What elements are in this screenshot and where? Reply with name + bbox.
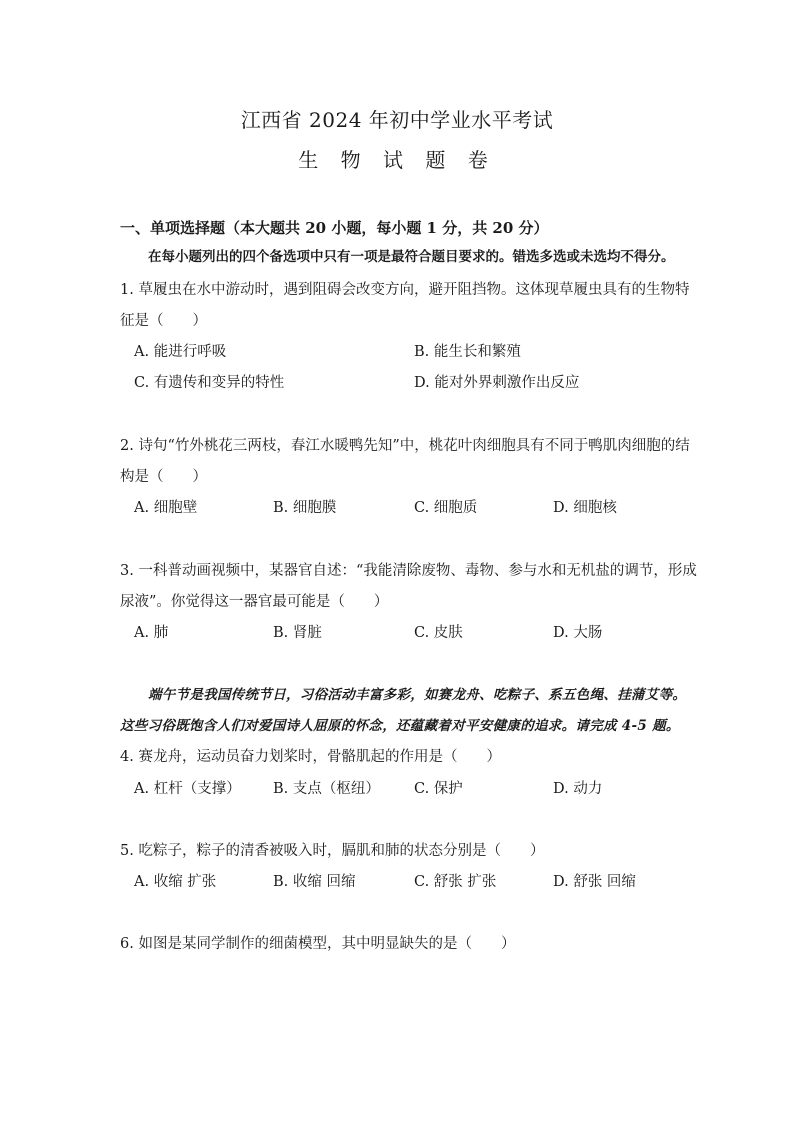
section-instruction: 在每小题列出的四个备选项中只有一项是最符合题目要求的。错选多选或未选均不得分。 bbox=[148, 249, 675, 265]
question-3-option-c[interactable]: C. 皮肤 bbox=[414, 625, 463, 641]
question-6-text: 6. 如图是某同学制作的细菌模型，其中明显缺失的是（ ） bbox=[120, 936, 516, 952]
question-5-option-c[interactable]: C. 舒张 扩张 bbox=[414, 874, 497, 890]
question-5-option-d[interactable]: D. 舒张 回缩 bbox=[553, 874, 636, 890]
question-2-option-d[interactable]: D. 细胞核 bbox=[553, 500, 617, 516]
question-5-option-b[interactable]: B. 收缩 回缩 bbox=[273, 874, 356, 890]
question-1-option-d[interactable]: D. 能对外界刺激作出反应 bbox=[414, 375, 580, 391]
section-heading: 一、单项选择题（本大题共 20 小题，每小题 1 分，共 20 分） bbox=[120, 219, 549, 237]
exam-subtitle: 生 物 试 题 卷 bbox=[298, 148, 496, 172]
passage-text-cont: 这些习俗既饱含人们对爱国诗人屈原的怀念，还蕴藏着对平安健康的追求。请完成 4-5 题。 bbox=[120, 718, 680, 734]
question-4-option-c[interactable]: C. 保护 bbox=[414, 781, 463, 797]
question-4-option-a[interactable]: A. 杠杆（支撑） bbox=[134, 781, 241, 797]
question-2-option-c[interactable]: C. 细胞质 bbox=[414, 500, 478, 516]
question-3-option-b[interactable]: B. 肾脏 bbox=[273, 625, 322, 641]
question-3-text: 3. 一科普动画视频中，某器官自述：“我能清除废物、毒物、参与水和无机盐的调节，形成 bbox=[120, 563, 697, 579]
question-1-text: 1. 草履虫在水中游动时，遇到阻碍会改变方向，避开阻挡物。这体现草履虫具有的生物特 bbox=[120, 282, 690, 298]
question-4-option-b[interactable]: B. 支点（枢纽） bbox=[273, 781, 380, 797]
question-1-option-c[interactable]: C. 有遗传和变异的特性 bbox=[134, 375, 285, 391]
question-3-option-d[interactable]: D. 大肠 bbox=[553, 625, 603, 641]
question-3-option-a[interactable]: A. 肺 bbox=[134, 625, 169, 641]
passage-text: 端午节是我国传统节日，习俗活动丰富多彩，如赛龙舟、吃粽子、系五色绳、挂蒲艾等。 bbox=[148, 687, 687, 703]
question-2-text-cont: 构是（ ） bbox=[120, 469, 207, 485]
exam-title: 江西省 2024 年初中学业水平考试 bbox=[240, 108, 554, 132]
question-1-option-b[interactable]: B. 能生长和繁殖 bbox=[414, 344, 521, 360]
question-1-text-cont: 征是（ ） bbox=[120, 313, 207, 329]
question-2-option-b[interactable]: B. 细胞膜 bbox=[273, 500, 337, 516]
question-1-option-a[interactable]: A. 能进行呼吸 bbox=[134, 344, 227, 360]
question-2-option-a[interactable]: A. 细胞壁 bbox=[134, 500, 198, 516]
question-5-option-a[interactable]: A. 收缩 扩张 bbox=[134, 874, 217, 890]
question-2-text: 2. 诗句“竹外桃花三两枝，春江水暖鸭先知”中，桃花叶肉细胞具有不同于鸭肌肉细胞的结 bbox=[120, 438, 690, 454]
question-4-text: 4. 赛龙舟，运动员奋力划桨时，骨骼肌起的作用是（ ） bbox=[120, 749, 501, 765]
question-4-option-d[interactable]: D. 动力 bbox=[553, 781, 603, 797]
question-5-text: 5. 吃粽子，粽子的清香被吸入时，膈肌和肺的状态分别是（ ） bbox=[120, 843, 545, 859]
question-3-text-cont: 尿液”。你觉得这一器官最可能是（ ） bbox=[120, 594, 389, 610]
